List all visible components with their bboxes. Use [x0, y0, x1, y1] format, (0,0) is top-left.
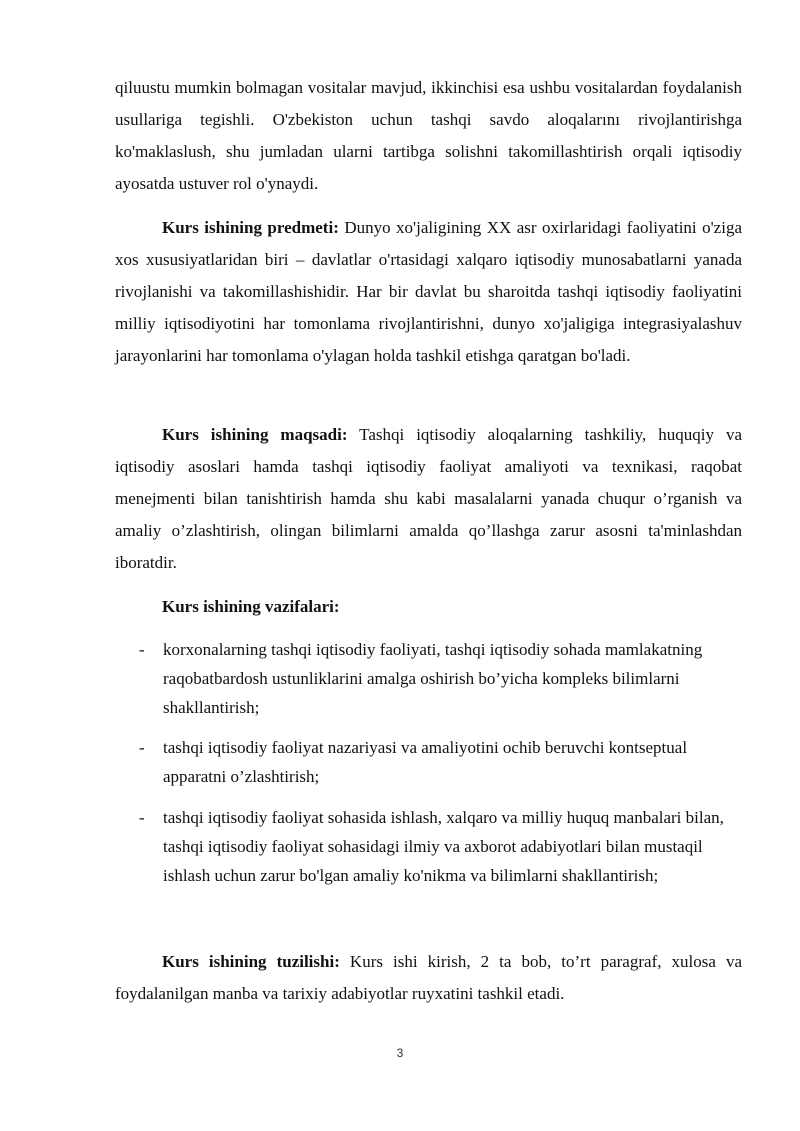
list-bullet: -	[139, 738, 145, 757]
goal-label: Kurs ishining maqsadi:	[162, 425, 348, 444]
subject-paragraph	[115, 212, 742, 372]
structure-text: Kurs ishi kirish, 2 ta bob, to’rt paragraf, xulosa va foydalanilgan manba va tarixiy adabiyotlar ruyxatini tashkil etadi.	[115, 952, 742, 1003]
goal-paragraph	[115, 419, 742, 579]
subject-label: Kurs ishining predmeti:	[162, 218, 339, 237]
list-item-text: tashqi iqtisodiy faoliyat sohasida ishlash, xalqaro va milliy huquq manbalari bilan, tashqi iqtisodiy faoliyat sohasidagi ilmiy va axborot adabiyotlari bilan mustaqil ishlash uchun zarur bo'lgan amaliy ko'nikma va bilimlarni shakllantirish;	[163, 808, 724, 885]
page-number: 3	[396, 1046, 404, 1060]
list-item-text: tashqi iqtisodiy faoliyat nazariyasi va amaliyotini ochib beruvchi kontseptual apparatni o’zlashtirish;	[163, 738, 688, 786]
list-bullet: -	[139, 808, 145, 827]
intro-paragraph	[115, 72, 742, 200]
list-item-text: korxonalarning tashqi iqtisodiy faoliyati, tashqi iqtisodiy sohada mamlakatning raqobatbardosh ustunliklarini amalga oshirish bo’yicha kompleks bilimlarni shakllantirish;	[163, 640, 703, 717]
goal-text: Tashqi iqtisodiy aloqalarning tashkiliy, huquqiy va iqtisodiy asoslari hamda tashqi iqtisodiy faoliyat amaliyoti va texnikasi, raqobat menejmenti bilan tanishtirish hamda shu kabi masalalarni yanada chuqur o’rganish va amaliy o’zlashtirish, olingan bilimlarni amalda qo’llashga zarur asosni ta'minlashdan iboratdir.	[115, 425, 743, 572]
tasks-heading: Kurs ishining vazifalari:	[162, 597, 340, 616]
list-bullet: -	[139, 640, 145, 659]
subject-text: Dunyo xo'jaligining XX asr oxirlaridagi faoliyatini o'ziga xos xususiyatlaridan biri – davlatlar o'rtasidagi xalqaro iqtisodiy munosabatlarni yanada rivojlanishi va takomillashishidir. Har bir davlat bu sharoitda tashqi iqtisodiy faoliyatini milliy iqtisodiyotini har tomonlama rivojlantirishni, dunyo xo'jaligiga integrasiyalashuv jarayonlarini har tomonlama o'ylagan holda tashkil etishga qaratgan bo'ladi.	[115, 218, 742, 365]
intro-text: qiluustu mumkin bolmagan vositalar mavjud, ikkinchisi esa ushbu vositalardan foydalanish usullariga tegishli. O'zbekiston uchun tashqi savdo aloqalarını rivojlantirishga ko'maklaslush, shu jumladan ularni tartibga solishni takomillashtirish orqali iqtisodiy ayosatda ustuver rol o'ynaydi.	[115, 78, 742, 193]
structure-label: Kurs ishining tuzilishi:	[162, 952, 340, 971]
structure-paragraph	[115, 946, 742, 1010]
